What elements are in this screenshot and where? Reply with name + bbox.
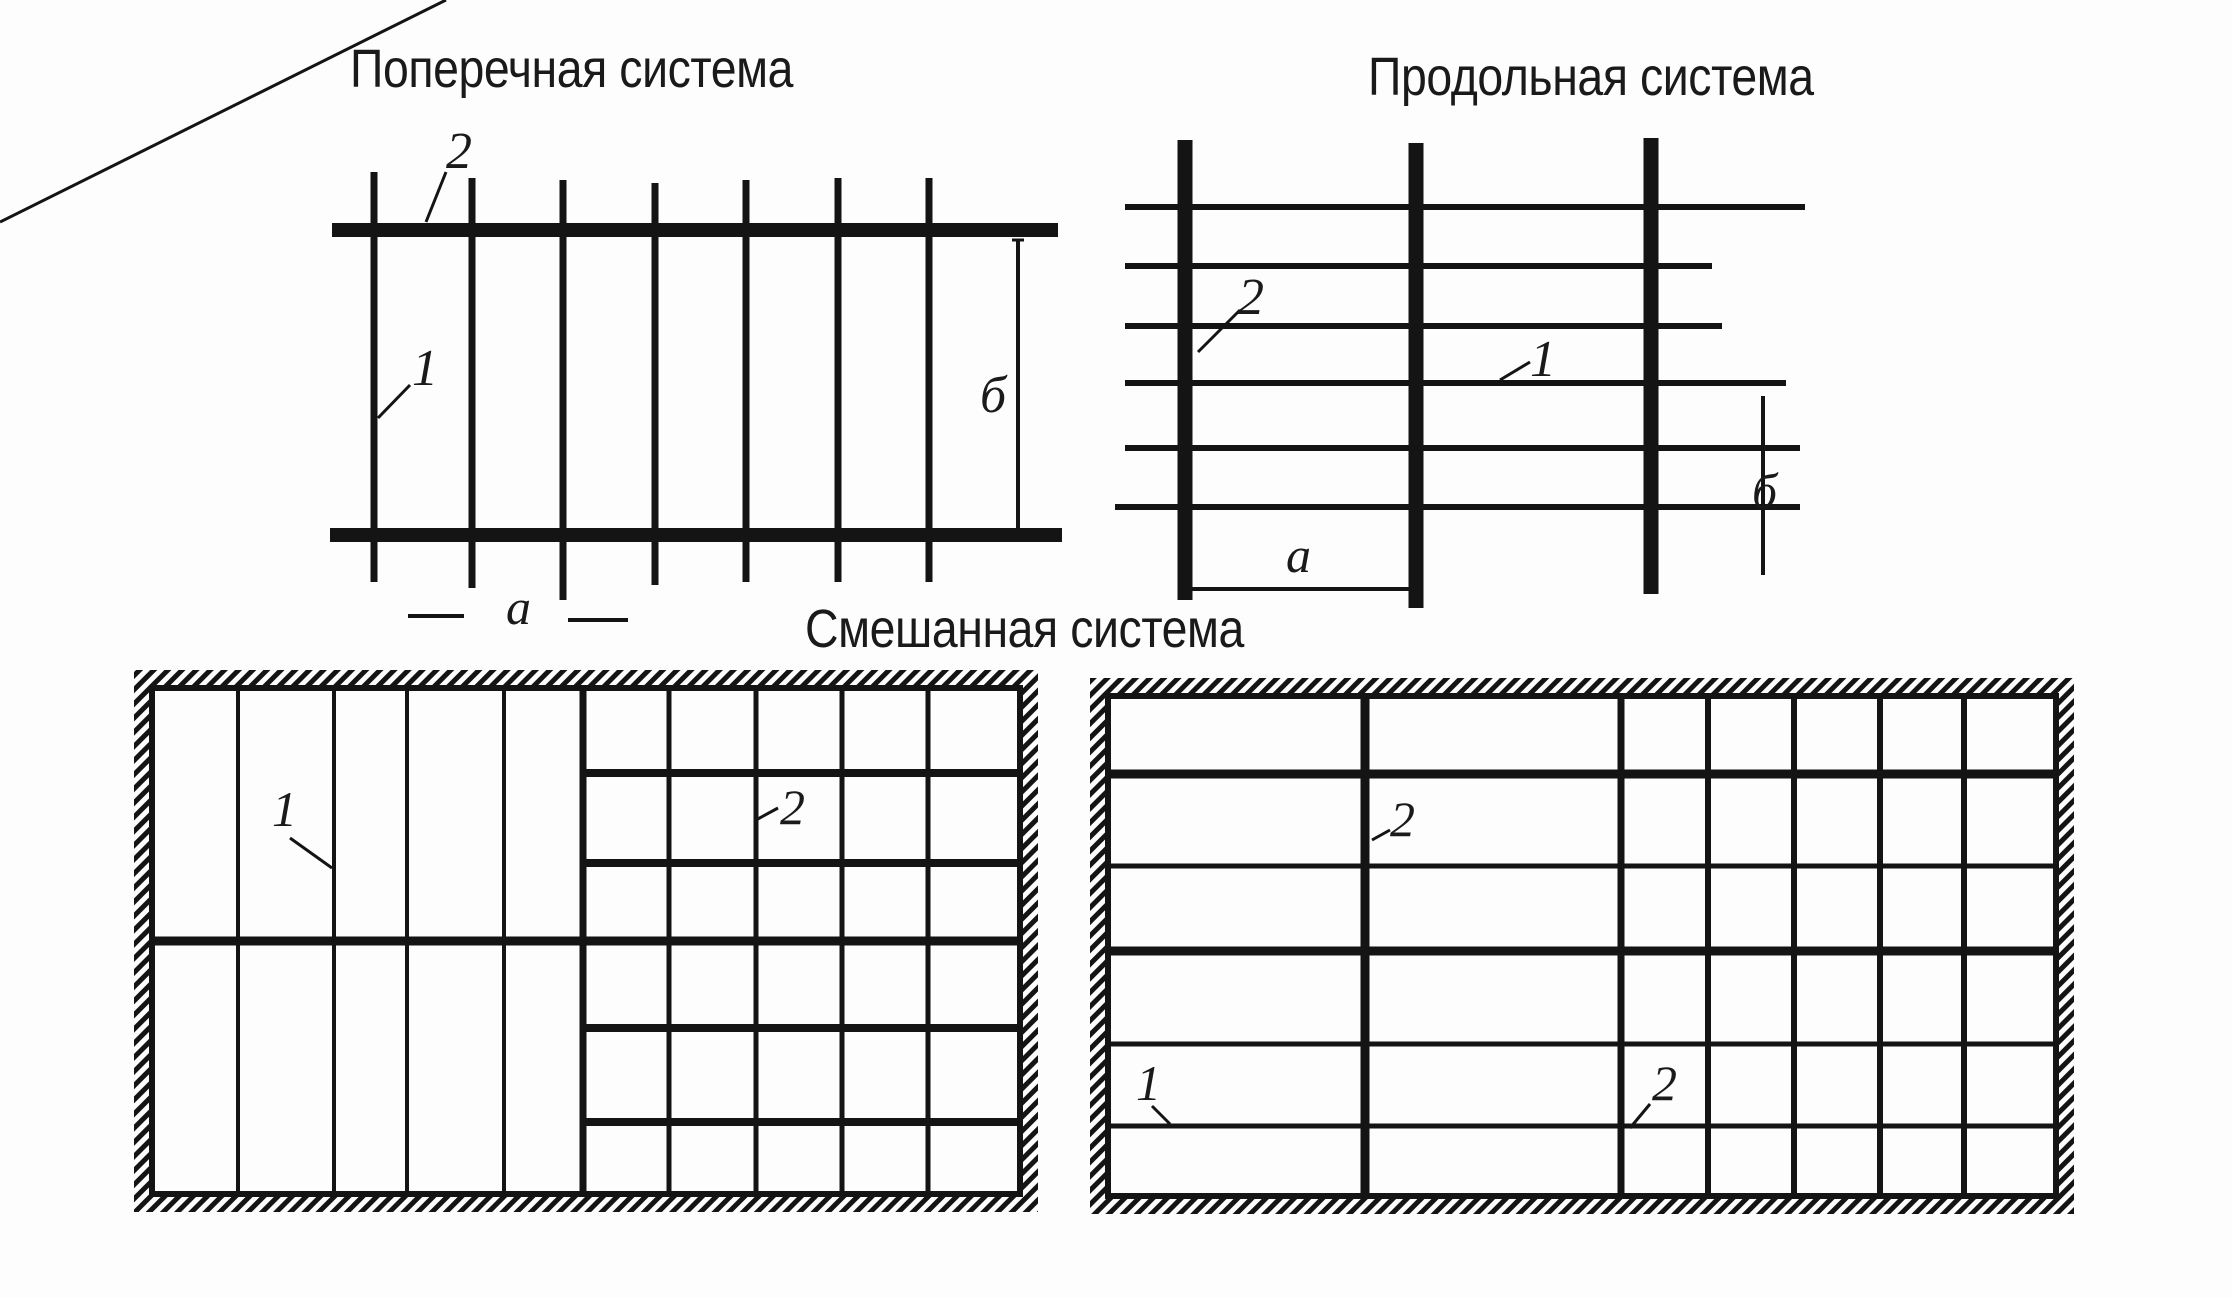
leader-1 xyxy=(1152,1106,1170,1124)
mixed-system-left-diagram xyxy=(134,670,1038,1212)
leader-2 xyxy=(1198,310,1240,352)
label-1: 1 xyxy=(272,781,297,837)
label-a: a xyxy=(1286,527,1311,583)
leader-1 xyxy=(378,385,410,418)
longitudinal-system-diagram xyxy=(1115,138,1805,608)
label-2: 2 xyxy=(1652,1055,1677,1111)
label-2: 2 xyxy=(780,779,805,835)
mixed-system-right-diagram xyxy=(1090,678,2074,1214)
leader-2 xyxy=(1372,830,1390,840)
label-1: 1 xyxy=(1530,331,1556,388)
label-b: б xyxy=(1752,463,1778,519)
title-transverse-system: Поперечная система xyxy=(350,39,793,99)
label-b: б xyxy=(980,367,1007,424)
label-2: 2 xyxy=(1238,269,1264,326)
label-a: a xyxy=(506,579,531,635)
title-longitudinal-system: Продольная система xyxy=(1368,47,1814,107)
leader-2 xyxy=(756,808,778,820)
leader-2 xyxy=(0,0,446,222)
label-2: 2 xyxy=(446,123,472,180)
title-mixed-system: Смешанная система xyxy=(805,599,1244,659)
label-1: 1 xyxy=(1136,1055,1161,1111)
transverse-system-diagram xyxy=(0,0,1062,635)
label-2: 2 xyxy=(1390,791,1415,847)
leader-2 xyxy=(426,172,446,222)
leader-1 xyxy=(1500,362,1530,380)
leader-1 xyxy=(290,838,332,868)
label-1: 1 xyxy=(412,340,438,397)
